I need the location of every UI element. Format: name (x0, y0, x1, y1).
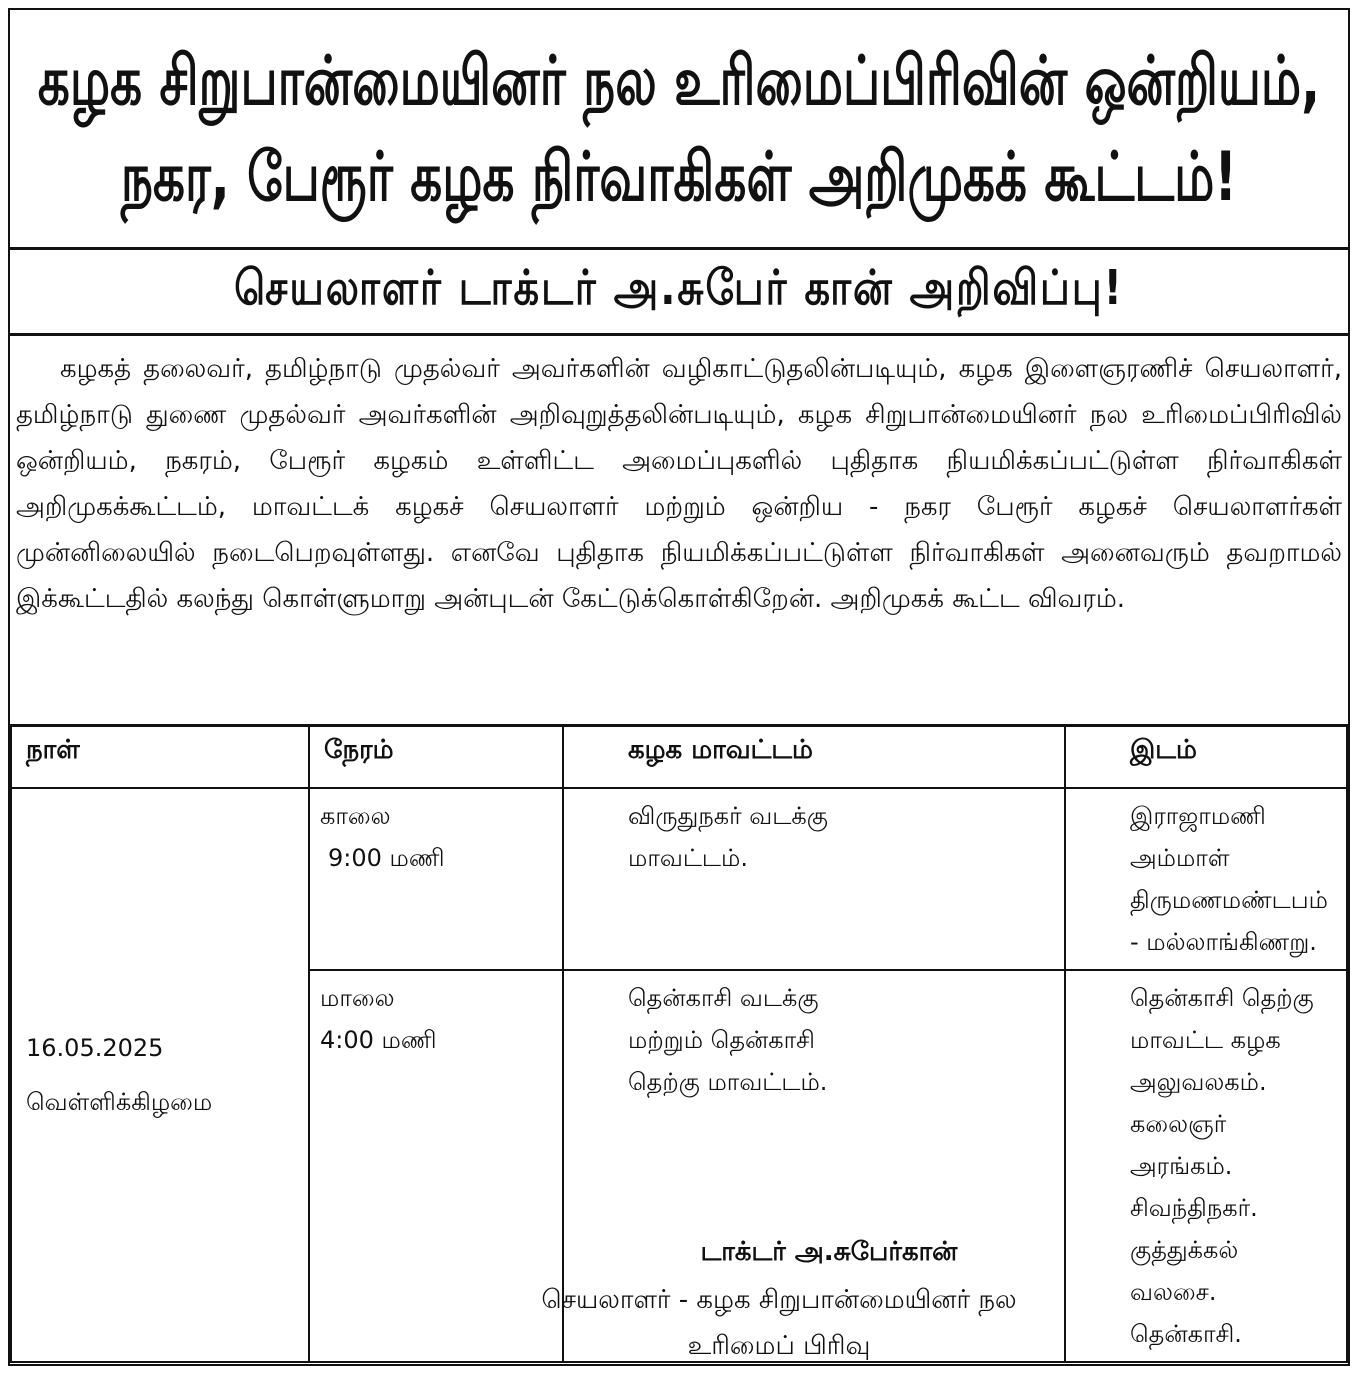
signatory-name: டாக்டர் அ.சுபேர்கான் (700, 1237, 958, 1267)
venue-line: மாவட்ட கழக (1130, 1026, 1281, 1054)
headline-line-2: நகர, பேரூர் கழக நிர்வாகிகள் அறிமுகக் கூட்டம்! (120, 137, 1238, 216)
signatory-role-continued: உரிமைப் பிரிவு (687, 1331, 871, 1361)
venue-line: இராஜாமணி (1130, 802, 1266, 830)
subheadline-box (10, 250, 1348, 336)
time-period: மாலை (320, 984, 395, 1012)
district-line: தெற்கு மாவட்டம். (628, 1068, 828, 1096)
announcement-paragraph: கழகத் தலைவர், தமிழ்நாடு முதல்வர் அவர்களின் வழிகாட்டுதலின்படியும், கழக இளைஞரணிச் செயலாளர், தமிழ்நாடு துணை முதல்வர் அவர்களின் அறிவுறுத்தலின்படியும், கழக சிறுபான்மையினர் நல உரிமைப்பிரிவில் ஒன்றியம், நகரம், பேரூர் கழகம் உள்ளிட்ட அமைப்புகளில் புதிதாக நியமிக்கப்பட்டுள்ள நிர்வாகிகள் அறிமுகக்கூட்டம், மாவட்டக் கழகச் செயலாளர் மற்றும் ஒன்றிய - நகர பேரூர் கழகச் செயலாளர்கள் முன்னிலையில் நடைபெறவுள்ளது. எனவே புதிதாக நியமிக்கப்பட்டுள்ள நிர்வாகிகள் அனைவரும் தவறாமல் இக்கூட்டதில் கலந்து கொள்ளுமாறு அன்புடன் கேட்டுக்கொள்கிறேன். அறிமுகக் கூட்ட விவரம். (16, 354, 1342, 614)
meeting-date: 16.05.2025 (26, 1034, 164, 1062)
venue-line: வலசை. தென்காசி. (1130, 1278, 1242, 1348)
venue-line: தென்காசி தெற்கு (1130, 984, 1314, 1012)
time-value: 4:00 மணி (320, 1026, 437, 1054)
header-date: நாள் (11, 726, 309, 789)
district-line: விருதுநகர் வடக்கு (628, 802, 828, 830)
headline-box (10, 10, 1348, 250)
table-header-row (11, 726, 1347, 789)
headline-line-1: கழக சிறுபான்மையினர் நல உரிமைப்பிரிவின் ஒன்றியம், (37, 41, 1321, 120)
header-venue: இடம் (1065, 726, 1347, 789)
time-period: காலை (320, 802, 391, 830)
venue-line: திருமணமண்டபம் (1130, 886, 1328, 914)
time-value: 9:00 மணி (328, 844, 445, 872)
venue-line: அலுவலகம். (1130, 1068, 1267, 1096)
venue-line: கலைஞர் அரங்கம். (1130, 1110, 1233, 1180)
header-time: நேரம் (309, 726, 563, 789)
subheadline: செயலாளர் டாக்டர் அ.சுபேர் கான் அறிவிப்பு! (234, 260, 1124, 317)
table-row (11, 788, 1347, 970)
venue-line: சிவந்திநகர். குத்துக்கல் (1130, 1194, 1258, 1264)
district-line: தென்காசி வடக்கு (628, 984, 819, 1012)
signature-block (10, 1228, 1348, 1368)
district-line: மற்றும் தென்காசி (628, 1026, 815, 1054)
district-cell (563, 788, 1065, 970)
header-district: கழக மாவட்டம் (563, 726, 1065, 789)
signatory-role: செயலாளர் - கழக சிறுபான்மையினர் நல (541, 1285, 1017, 1315)
venue-cell (1065, 788, 1347, 970)
time-cell (309, 788, 563, 970)
venue-line: அம்மாள் (1130, 844, 1230, 872)
district-line: மாவட்டம். (628, 844, 748, 872)
venue-line: - மல்லாங்கிணறு. (1130, 928, 1317, 956)
notice-frame (8, 8, 1350, 1366)
meeting-day: வெள்ளிக்கிழமை (26, 1088, 213, 1116)
